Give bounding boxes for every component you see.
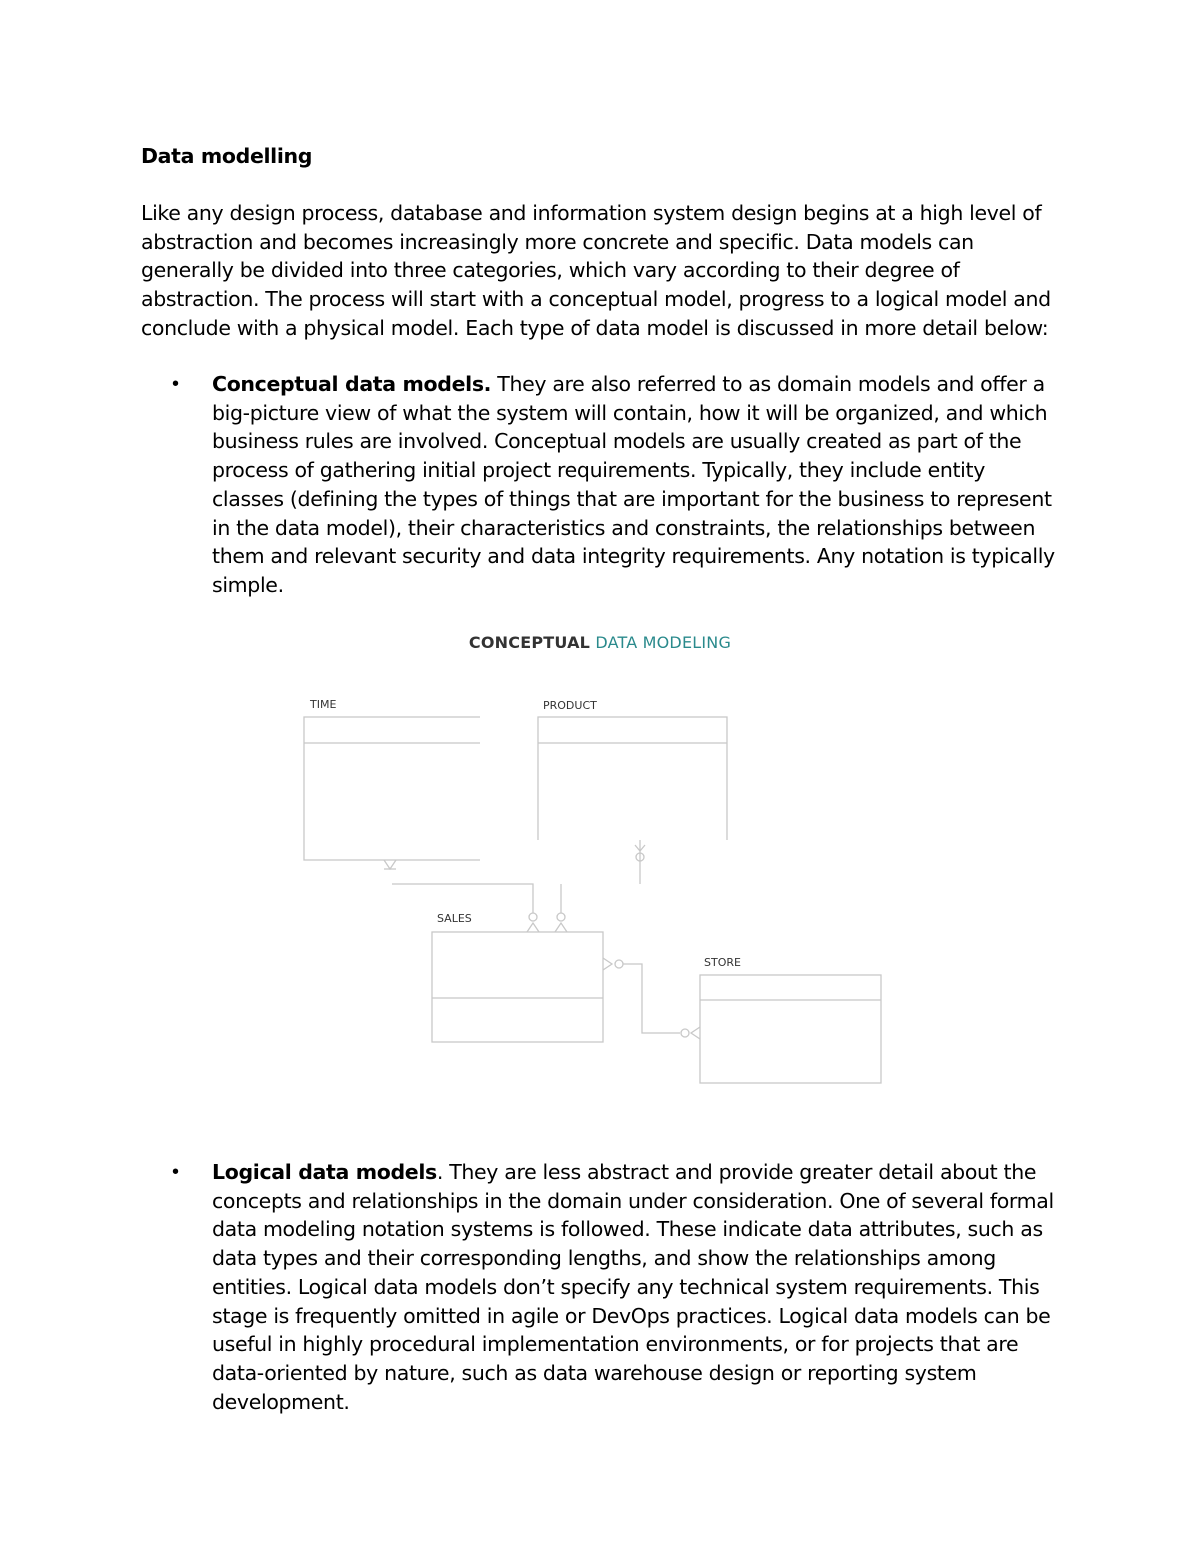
entity-label-time: TIME [310, 698, 337, 711]
figure-title-part1: CONCEPTUAL [468, 633, 591, 652]
entity-sales [432, 932, 603, 1042]
entity-label-store: STORE [704, 956, 741, 969]
figure-title [0, 633, 1200, 652]
bullet-text: They are also referred to as domain models and offer a big-picture view of what the system will contain, how it will be organized, and which business rules are involved. Conceptual models are usually created as part of the process of gathering initial project requirements. Typically, they include entity classes (defining the types of things that are important for the business to represent in the data model), their characteristics and constraints, the relationships between them and relevant security and data integrity requirements. Any notation is typically simple. [212, 372, 1055, 597]
entity-store [700, 975, 881, 1083]
page-heading: Data modelling [141, 144, 313, 168]
bullet-term: Logical data models [212, 1160, 437, 1184]
relationship-time-sales [384, 860, 539, 932]
bullet-logical [212, 1158, 1062, 1416]
entity-label-sales: SALES [437, 912, 472, 925]
intro-paragraph: Like any design process, database and information system design begins at a high level of abstraction and becomes increasingly more concrete and specific. Data models can generally be divided into three categories, which vary according to their degree of abstraction. The process will start with a conceptual model, progress to a logical model and conclude with a physical model. Each type of data model is discussed in more detail below: [141, 201, 1051, 340]
relationship-product-sales [555, 840, 645, 932]
entity-time [304, 717, 480, 860]
entity-product [538, 717, 727, 840]
bullet-term: Conceptual data models. [212, 372, 492, 396]
bullet-marker: • [172, 1161, 180, 1183]
bullet-text: . They are less abstract and provide greater detail about the concepts and relationships in the domain under consideration. One of several formal data modeling notation systems is followed. These indicate data attributes, such as data types and their corresponding lengths, and show the relationships among entities. Logical data models don’t specify any technical system requirements. This stage is frequently omitted in agile or DevOps practices. Logical data models can be useful in highly procedural implementation environments, or for projects that are data-oriented by nature, such as data warehouse design or reporting system development. [212, 1160, 1054, 1414]
bullet-marker: • [172, 373, 180, 395]
figure-title-part2: DATA MODELING [590, 633, 732, 652]
bullet-conceptual [212, 370, 1062, 600]
relationship-sales-store [603, 958, 700, 1039]
entity-label-product: PRODUCT [543, 699, 597, 712]
